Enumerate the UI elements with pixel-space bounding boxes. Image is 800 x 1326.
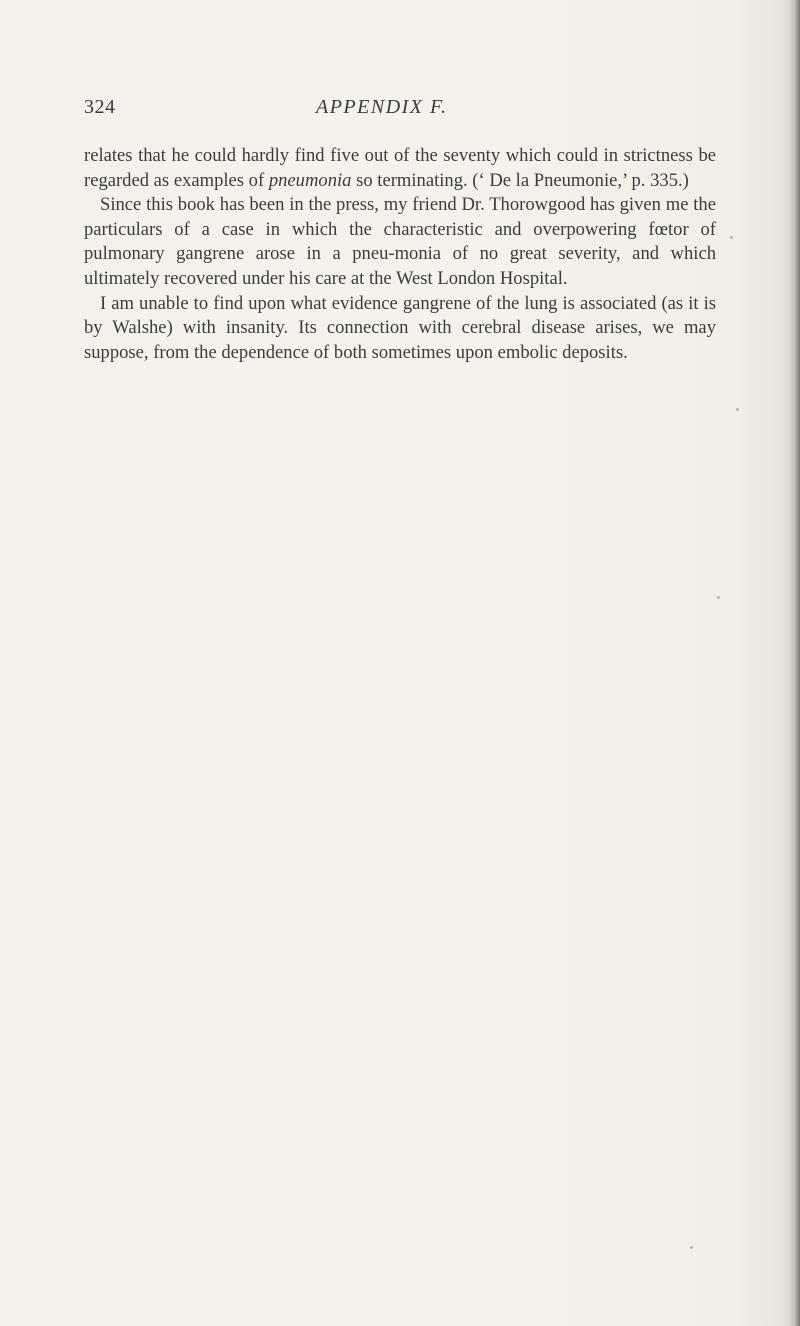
paper-speck xyxy=(690,1246,693,1249)
paragraph-1-text-before: relates that he could hardly find five out of the seventy which could in strictness be regarded as examples of xyxy=(84,145,716,191)
page-number: 324 xyxy=(84,96,116,118)
running-head: APPENDIX F. xyxy=(316,96,448,118)
paragraph-1-text-after: so terminating. (‘ De la Pneumonie,’ p. 335.) xyxy=(351,169,689,191)
paper-speck xyxy=(717,596,720,599)
paragraph-1-italic-term: pneumonia xyxy=(268,169,352,191)
paragraph-1 xyxy=(84,144,716,193)
paragraph-2: Since this book has been in the press, my friend Dr. Thorowgood has given me the particulars of a case in which the characteristic and overpowering fœtor of pulmonary gangrene arose in a pneu-monia of no great severity, and which ultimately recovered under his care at the West London Hospital. xyxy=(84,194,716,289)
page-header xyxy=(84,96,644,130)
paper-speck xyxy=(730,236,733,239)
page-edge-shadow xyxy=(788,0,800,1326)
body-text xyxy=(84,144,716,365)
paragraph-3: I am unable to find upon what evidence gangrene of the lung is associated (as it is by Walshe) with insanity. Its connection with cerebral disease arises, we may suppose, from the dependence of both sometimes upon embolic deposits. xyxy=(84,292,716,363)
paper-speck xyxy=(736,408,739,411)
